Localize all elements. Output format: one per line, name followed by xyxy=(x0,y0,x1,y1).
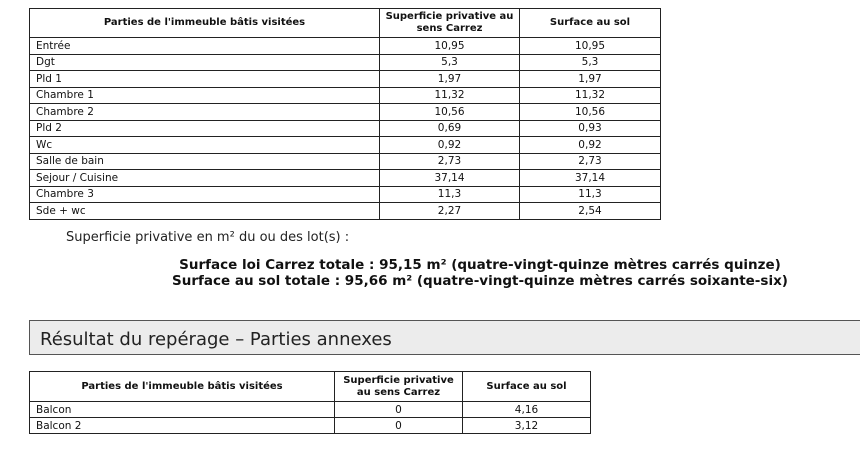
row-label: Entrée xyxy=(30,38,380,55)
row-label: Dgt xyxy=(30,54,380,71)
row-label: Balcon xyxy=(30,402,335,418)
row-label: Wc xyxy=(30,137,380,154)
row-carrez: 2,73 xyxy=(380,153,520,170)
table-row xyxy=(30,54,661,71)
header-sol: Surface au sol xyxy=(520,9,661,38)
table-row xyxy=(30,104,661,121)
row-carrez: 11,32 xyxy=(380,87,520,104)
carrez-total: Surface loi Carrez totale : 95,15 m² (quatre-vingt-quinze mètres carrés quinze) xyxy=(179,257,781,273)
table-row xyxy=(30,87,661,104)
row-sol: 0,92 xyxy=(520,137,661,154)
main-table-header-row xyxy=(30,9,661,38)
row-carrez: 0,69 xyxy=(380,120,520,137)
sol-total: Surface au sol totale : 95,66 m² (quatre-vingt-quinze mètres carrés soixante-six) xyxy=(172,273,788,289)
header-parties: Parties de l'immeuble bâtis visitées xyxy=(30,9,380,38)
row-sol: 11,3 xyxy=(520,186,661,203)
row-sol: 2,73 xyxy=(520,153,661,170)
main-surface-table xyxy=(29,8,661,220)
row-sol: 0,93 xyxy=(520,120,661,137)
row-sol: 4,16 xyxy=(463,402,591,418)
row-carrez: 37,14 xyxy=(380,170,520,187)
annex-header-sol: Surface au sol xyxy=(463,372,591,402)
table-row xyxy=(30,418,591,434)
row-carrez: 1,97 xyxy=(380,71,520,88)
annex-header-carrez: Superficie privative au sens Carrez xyxy=(335,372,463,402)
table-row xyxy=(30,120,661,137)
row-carrez: 0,92 xyxy=(380,137,520,154)
table-row xyxy=(30,402,591,418)
table-row xyxy=(30,203,661,220)
header-carrez: Superficie privative au sens Carrez xyxy=(380,9,520,38)
row-carrez: 5,3 xyxy=(380,54,520,71)
row-sol: 1,97 xyxy=(520,71,661,88)
row-label: Chambre 3 xyxy=(30,186,380,203)
annex-section-title: Résultat du repérage – Parties annexes xyxy=(40,329,392,350)
annex-surface-table xyxy=(29,371,591,434)
row-sol: 3,12 xyxy=(463,418,591,434)
annex-table-header-row xyxy=(30,372,591,402)
row-carrez: 2,27 xyxy=(380,203,520,220)
annex-header-parties: Parties de l'immeuble bâtis visitées xyxy=(30,372,335,402)
table-row xyxy=(30,153,661,170)
table-row xyxy=(30,71,661,88)
table-row xyxy=(30,137,661,154)
row-label: Pld 1 xyxy=(30,71,380,88)
row-label: Salle de bain xyxy=(30,153,380,170)
row-label: Chambre 1 xyxy=(30,87,380,104)
row-sol: 10,56 xyxy=(520,104,661,121)
annex-section-header xyxy=(29,320,860,355)
row-carrez: 0 xyxy=(335,402,463,418)
row-sol: 11,32 xyxy=(520,87,661,104)
row-sol: 10,95 xyxy=(520,38,661,55)
row-label: Chambre 2 xyxy=(30,104,380,121)
row-carrez: 11,3 xyxy=(380,186,520,203)
table-row xyxy=(30,38,661,55)
row-sol: 5,3 xyxy=(520,54,661,71)
row-label: Sejour / Cuisine xyxy=(30,170,380,187)
row-carrez: 0 xyxy=(335,418,463,434)
table-row xyxy=(30,186,661,203)
summary-intro: Superficie privative en m² du ou des lot(s) : xyxy=(66,230,350,245)
table-row xyxy=(30,170,661,187)
row-sol: 37,14 xyxy=(520,170,661,187)
row-carrez: 10,56 xyxy=(380,104,520,121)
row-label: Balcon 2 xyxy=(30,418,335,434)
row-sol: 2,54 xyxy=(520,203,661,220)
row-label: Pld 2 xyxy=(30,120,380,137)
row-label: Sde + wc xyxy=(30,203,380,220)
row-carrez: 10,95 xyxy=(380,38,520,55)
